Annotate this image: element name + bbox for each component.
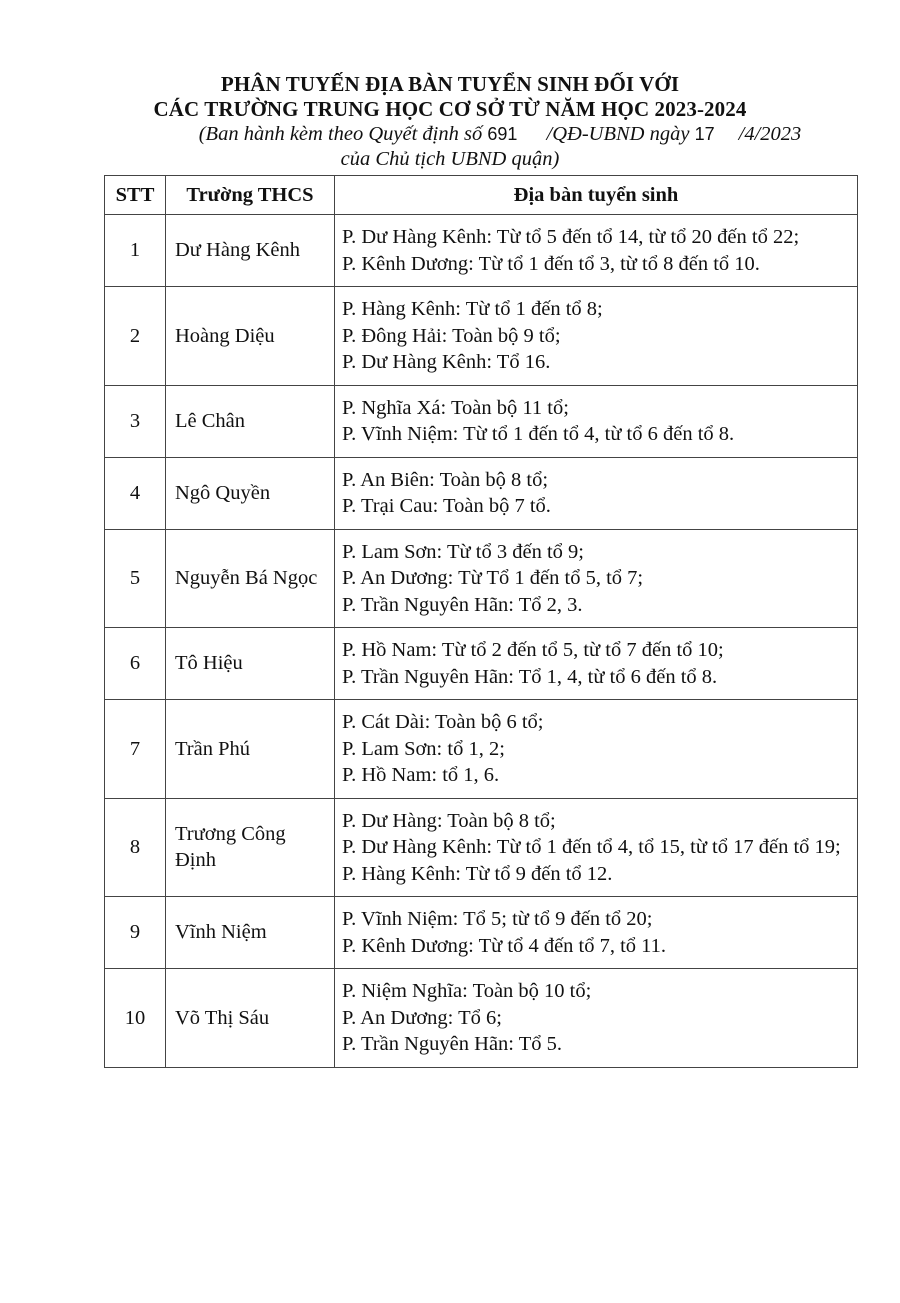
area-line: P. Lam Sơn: Từ tổ 3 đến tổ 9;: [342, 540, 584, 563]
row-enrollment-areas: [335, 215, 858, 287]
area-line: P. Trần Nguyên Hãn: Tổ 5.: [342, 1033, 563, 1055]
row-school-name: Vĩnh Niệm: [166, 897, 335, 969]
decision-reference: [100, 122, 900, 147]
area-line: P. Vĩnh Niệm: Tổ 5; từ tổ 9 đến tổ 20;: [342, 908, 653, 930]
column-header-stt: STT: [105, 176, 166, 215]
area-line: P. Hàng Kênh: Từ tổ 9 đến tổ 12.: [342, 862, 613, 885]
area-line: P. Dư Hàng: Toàn bộ 8 tổ;: [342, 809, 556, 832]
row-stt: 3: [105, 385, 166, 457]
title-line-2: CÁC TRƯỜNG TRUNG HỌC CƠ SỞ TỪ NĂM HỌC 2023-2024: [153, 97, 747, 121]
area-line: P. Lam Sơn: tổ 1, 2;: [342, 737, 505, 760]
area-line: P. Cát Dài: Toàn bộ 6 tổ;: [342, 711, 544, 733]
table-row: [105, 798, 858, 897]
row-school-name: Trần Phú: [166, 700, 335, 799]
table-body: [105, 215, 858, 1068]
row-enrollment-areas: [335, 628, 858, 700]
row-school-name: Tô Hiệu: [166, 628, 335, 700]
area-line: P. Đông Hải: Toàn bộ 9 tổ;: [342, 324, 561, 347]
row-enrollment-areas: [335, 529, 858, 628]
area-line: P. Hàng Kênh: Từ tổ 1 đến tổ 8;: [342, 298, 603, 320]
row-school-name: Nguyễn Bá Ngọc: [166, 529, 335, 628]
row-stt: 4: [105, 457, 166, 529]
table-row: [105, 700, 858, 799]
table-row: [105, 385, 858, 457]
row-school-name: Trương Công Định: [166, 798, 335, 897]
row-enrollment-areas: [335, 897, 858, 969]
column-header-school: Trường THCS: [166, 176, 335, 215]
area-line: P. Kênh Dương: Từ tổ 4 đến tổ 7, tổ 11.: [342, 934, 667, 957]
enrollment-area-table: [104, 175, 858, 1068]
column-header-area: Địa bàn tuyển sinh: [335, 176, 858, 215]
decision-mid: /QĐ-UBND ngày: [546, 123, 690, 145]
row-stt: 7: [105, 700, 166, 799]
row-stt: 6: [105, 628, 166, 700]
area-line: P. An Dương: Tổ 6;: [342, 1006, 502, 1029]
row-enrollment-areas: [335, 969, 858, 1068]
row-school-name: Ngô Quyền: [166, 457, 335, 529]
area-line: P. Hồ Nam: Từ tổ 2 đến tổ 5, từ tổ 7 đến tổ 10;: [342, 639, 724, 661]
row-stt: 2: [105, 287, 166, 386]
row-school-name: Võ Thị Sáu: [166, 969, 335, 1068]
table-row: [105, 457, 858, 529]
area-line: P. Hồ Nam: tổ 1, 6.: [342, 764, 500, 786]
decision-day: 17: [694, 124, 715, 144]
row-school-name: Hoàng Diệu: [166, 287, 335, 386]
table-row: [105, 628, 858, 700]
table-row: [105, 287, 858, 386]
title-line-1: PHÂN TUYẾN ĐỊA BÀN TUYỂN SINH ĐỐI VỚI: [220, 72, 680, 96]
row-stt: 5: [105, 529, 166, 628]
row-enrollment-areas: [335, 798, 858, 897]
decision-suffix: /4/2023: [738, 123, 802, 145]
row-stt: 1: [105, 215, 166, 287]
area-line: P. An Dương: Từ Tổ 1 đến tổ 5, tổ 7;: [342, 567, 644, 589]
issuer-line: của Chủ tịch UBND quận): [340, 148, 560, 170]
row-stt: 9: [105, 897, 166, 969]
decision-number: 691: [487, 124, 518, 144]
row-enrollment-areas: [335, 287, 858, 386]
area-line: P. Trần Nguyên Hãn: Tổ 2, 3.: [342, 593, 583, 616]
row-stt: 8: [105, 798, 166, 897]
decision-prefix: (Ban hành kèm theo Quyết định số: [198, 123, 483, 145]
document-header: [0, 72, 900, 172]
area-line: P. Vĩnh Niệm: Từ tổ 1 đến tổ 4, từ tổ 6 đến tổ 8.: [342, 423, 735, 445]
area-line: P. Trần Nguyên Hãn: Tổ 1, 4, từ tổ 6 đến tổ 8.: [342, 665, 718, 688]
area-line: P. Nghĩa Xá: Toàn bộ 11 tổ;: [342, 396, 569, 419]
table-row: [105, 529, 858, 628]
table-header-row: [105, 176, 858, 215]
area-line: P. Trại Cau: Toàn bộ 7 tổ.: [342, 495, 551, 517]
area-line: P. Dư Hàng Kênh: Từ tổ 5 đến tổ 14, từ tổ 20 đến tổ 22;: [342, 226, 800, 248]
table-row: [105, 969, 858, 1068]
row-enrollment-areas: [335, 385, 858, 457]
area-line: P. An Biên: Toàn bộ 8 tổ;: [342, 468, 549, 491]
table-row: [105, 215, 858, 287]
area-line: P. Niệm Nghĩa: Toàn bộ 10 tổ;: [342, 980, 592, 1002]
area-line: P. Dư Hàng Kênh: Từ tổ 1 đến tổ 4, tổ 15, từ tổ 17 đến tổ 19;: [342, 836, 841, 858]
table-row: [105, 897, 858, 969]
row-school-name: Dư Hàng Kênh: [166, 215, 335, 287]
row-enrollment-areas: [335, 457, 858, 529]
area-line: P. Dư Hàng Kênh: Tổ 16.: [342, 351, 551, 373]
row-stt: 10: [105, 969, 166, 1068]
area-line: P. Kênh Dương: Từ tổ 1 đến tổ 3, từ tổ 8 đến tổ 10.: [342, 252, 760, 275]
row-enrollment-areas: [335, 700, 858, 799]
row-school-name: Lê Chân: [166, 385, 335, 457]
